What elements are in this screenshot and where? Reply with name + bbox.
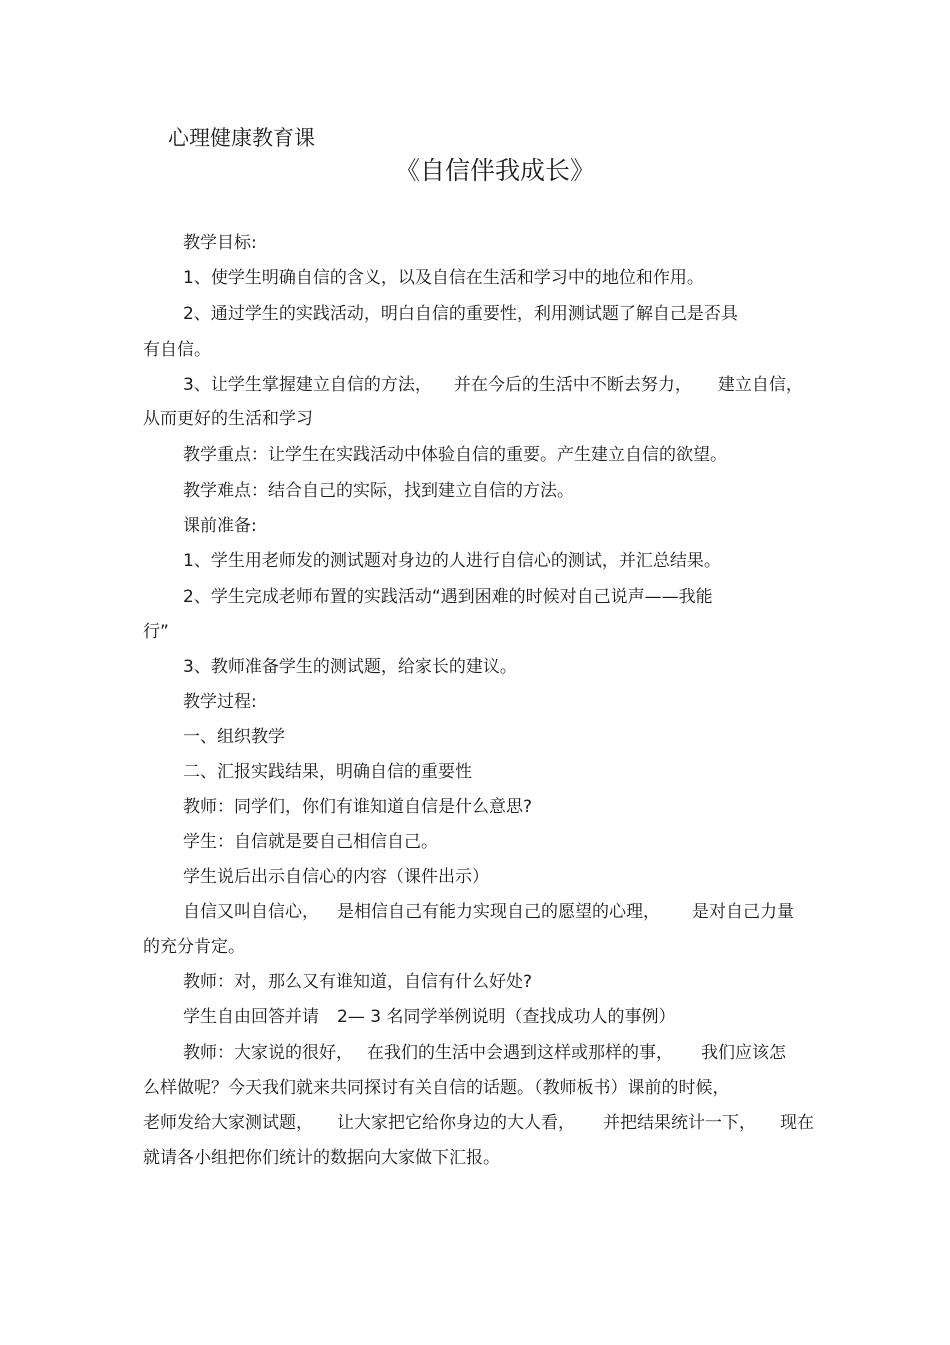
dialog-teacher-3-part-7: 现在: [780, 1113, 814, 1133]
dialog-teacher-3-line-1: [183, 1041, 786, 1065]
dialog-teacher-3-line-3: [143, 1111, 814, 1135]
dialog-teacher-3-line-4: 就请各小组把你们统计的数据向大家做下汇报。: [143, 1148, 500, 1168]
definition-line-1: [183, 900, 794, 924]
dialog-teacher-3-part-2: 在我们的生活中会遇到这样或那样的事，: [367, 1043, 673, 1063]
dialog-teacher-3-part-6: 并把结果统计一下，: [603, 1113, 756, 1133]
dialog-teacher-3-part-1: 教师：大家说的很好，: [183, 1043, 353, 1063]
dialog-teacher-2: 教师：对，那么又有谁知道，自信有什么好处?: [183, 972, 533, 992]
definition-part-1: 自信又叫自信心，: [183, 902, 319, 922]
dialog-note-2-part-2: 2— 3 名同学举例说明（查找成功人的事例）: [337, 1007, 676, 1027]
dialog-teacher-3-part-4: 老师发给大家测试题，: [143, 1113, 313, 1133]
dialog-teacher-3-part-5: 让大家把它给你身边的大人看，: [337, 1113, 575, 1133]
key-point: 教学重点：让学生在实践活动中体验自信的重要。产生建立自信的欲望。: [183, 445, 727, 465]
goal-3-part-1: 3、让学生掌握建立自信的方法，: [183, 375, 432, 395]
difficult-point: 教学难点：结合自己的实际，找到建立自信的方法。: [183, 481, 574, 501]
step-2: 二、汇报实践结果，明确自信的重要性: [183, 762, 472, 782]
prep-3: 3、教师准备学生的测试题，给家长的建议。: [183, 657, 517, 677]
prep-1: 1、学生用老师发的测试题对身边的人进行自信心的测试，并汇总结果。: [183, 551, 721, 571]
process-heading: 教学过程:: [183, 692, 257, 712]
dialog-teacher-1: 教师：同学们，你们有谁知道自信是什么意思?: [183, 797, 533, 817]
step-1: 一、组织教学: [183, 727, 285, 747]
prep-2-line-2: 行”: [143, 622, 169, 642]
dialog-note-2: [183, 1005, 675, 1029]
dialog-student-1: 学生：自信就是要自己相信自己。: [183, 832, 438, 852]
goal-2-line-2: 有自信。: [143, 340, 211, 360]
document-title: 《自信伴我成长》: [394, 156, 595, 185]
dialog-note-2-part-1: 学生自由回答并请: [183, 1007, 319, 1027]
prep-heading: 课前准备:: [183, 516, 257, 536]
goal-3-line-1: [183, 373, 803, 397]
definition-part-3: 是对自己力量: [692, 902, 794, 922]
dialog-teacher-3-line-2: 么样做呢？今天我们就来共同探讨有关自信的话题。（教师板书）课前的时候，: [143, 1078, 730, 1098]
definition-line-2: 的充分肯定。: [143, 937, 245, 957]
prep-2-line-1: 2、学生完成老师布置的实践活动“遇到困难的时候对自己说声——我能: [183, 587, 713, 607]
goal-3-line-2: 从而更好的生活和学习: [143, 409, 313, 429]
goal-3-part-2: 并在今后的生活中不断去努力，: [453, 375, 692, 395]
goal-1: 1、使学生明确自信的含义，以及自信在生活和学习中的地位和作用。: [183, 268, 704, 288]
definition-part-2: 是相信自己有能力实现自己的愿望的心理，: [337, 902, 660, 922]
course-type-label: 心理健康教育课: [168, 126, 315, 150]
dialog-note-1: 学生说后出示自信心的内容（课件出示）: [183, 867, 489, 887]
goal-3-part-3: 建立自信，: [717, 375, 803, 395]
dialog-teacher-3-part-3: 我们应该怎: [701, 1043, 786, 1063]
goal-2-line-1: 2、通过学生的实践活动，明白自信的重要性，利用测试题了解自己是否具: [183, 304, 738, 324]
goals-heading: 教学目标:: [183, 233, 257, 253]
